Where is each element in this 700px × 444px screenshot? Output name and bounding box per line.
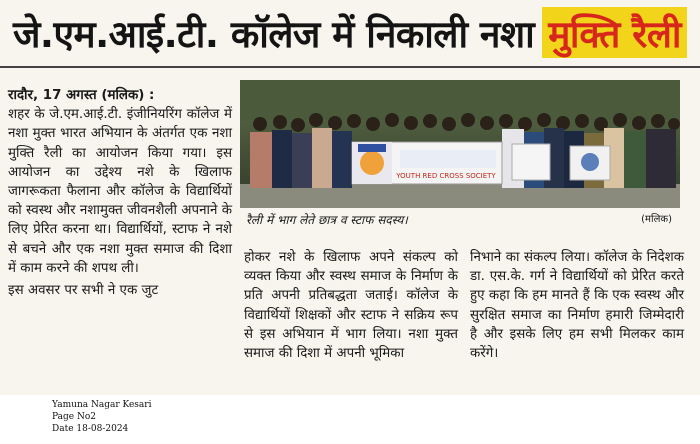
photo-caption — [240, 209, 680, 231]
photo-credit: (मलिक) — [641, 214, 672, 225]
caption-text: रैली में भाग लेते छात्र व स्टाफ सदस्य। — [246, 213, 408, 227]
source-paper: Yamuna Nagar Kesari — [52, 400, 152, 410]
article-paragraph: शहर के जे.एम.आई.टी. इंजीनियरिंग कॉलेज में नशा मुक्त भारत अभियान के अंतर्गत एक नशा मुक्ति रैली का आयोजन किया गया। इस आयोजन का उद्देश्य नशे के खिलाफ जागरूकता फैलाना और कॉलेज के विद्यार्थियों को स्वस्थ और नशामुक्त जीवनशैली अपनाने के लिए प्रेरित करना था। विद्यार्थियों, स्टाफ ने नशे से बचने और एक नशा मुक्त समाज की दिशा में काम करने की शपथ ली। — [8, 107, 232, 276]
banner-text: YOUTH RED CROSS SOCIETY — [396, 172, 496, 180]
source-page: Page No2 — [52, 412, 96, 422]
article-column-2 — [244, 248, 458, 363]
headline-divider — [0, 66, 700, 68]
headline — [0, 0, 700, 64]
article-column-1 — [8, 86, 232, 300]
article-paragraph: इस अवसर पर सभी ने एक जुट — [8, 283, 159, 299]
dateline: रादौर, 17 अगस्त (मलिक) : — [8, 88, 155, 103]
news-photo — [240, 80, 680, 208]
article-paragraph: निभाने का संकल्प लिया। कॉलेज के निदेशक डा. एस.के. गर्ग ने विद्यार्थियों को प्रेरित करते हुए कहा कि हम मानते हैं कि एक स्वस्थ और सुरक्षित समाज का निर्माण हमारी जिम्मेदारी है और इसके लिए हम सभी मिलकर काम करेंगे। — [470, 250, 684, 362]
headline-text: जे.एम.आई.टी. कॉलेज में निकाली नशा — [12, 12, 535, 56]
group-photo-image — [240, 80, 680, 208]
article-column-3 — [470, 248, 684, 363]
source-date: Date 18-08-2024 — [52, 424, 129, 434]
article-paragraph: होकर नशे के खिलाफ अपने संकल्प को व्यक्त किया और स्वस्थ समाज के निर्माण के प्रति अपनी प्रतिबद्धता जताई। कॉलेज के विद्यार्थियों शिक्षकों और स्टाफ ने सक्रिय रूप से इस अभियान में भाग लिया। नशा मुक्त समाज की दिशा में अपनी भूमिका — [244, 250, 458, 362]
headline-highlight: मुक्ति रैली — [542, 7, 687, 58]
source-info — [52, 399, 151, 435]
